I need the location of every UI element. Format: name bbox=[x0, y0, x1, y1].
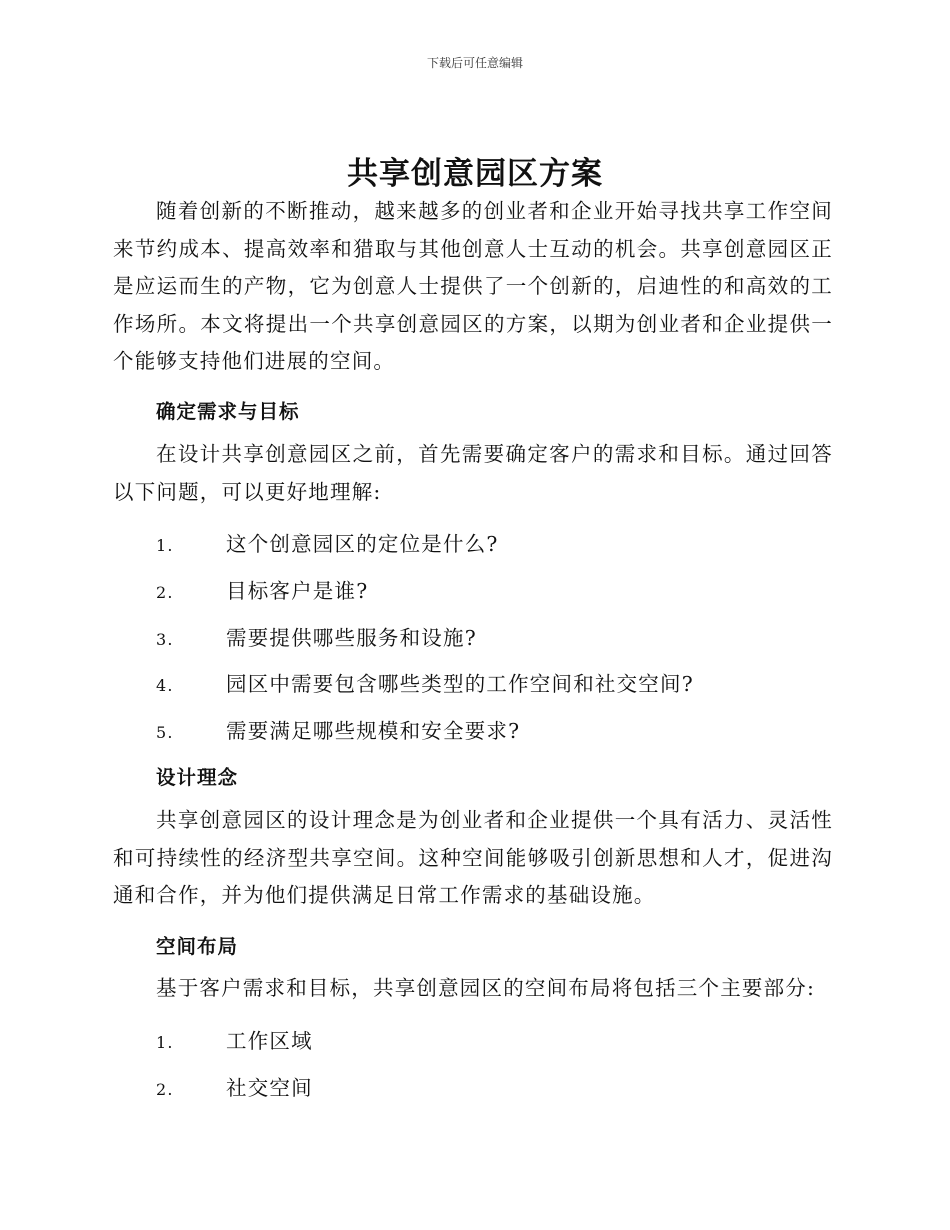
list-item-text: 工作区域 bbox=[226, 1029, 313, 1053]
list-item bbox=[156, 714, 520, 744]
list-item bbox=[156, 1071, 313, 1101]
layout-paragraph: 基于客户需求和目标，共享创意园区的空间布局将包括三个主要部分: bbox=[156, 976, 816, 1000]
list-item bbox=[156, 527, 499, 557]
design-paragraph: 共享创意园区的设计理念是为创业者和企业提供一个具有活力、灵活性和可持续性的经济型共享空间。这种空间能够吸引创新思想和人才，促进沟通和合作，并为他们提供满足日常工作需求的基础设施。 bbox=[113, 808, 833, 908]
section-heading-layout: 空间布局 bbox=[156, 935, 239, 958]
list-item-text: 这个创意园区的定位是什么? bbox=[226, 532, 499, 556]
intro-paragraph: 随着创新的不断推动，越来越多的创业者和企业开始寻找共享工作空间来节约成本、提高效率和猎取与其他创意人士互动的机会。共享创意园区正是应运而生的产物，它为创意人士提供了一个创新的，启迪性的和高效的工作场所。本文将提出一个共享创意园区的方案，以期为创业者和企业提供一个能够支持他们进展的空间。 bbox=[113, 199, 833, 374]
list-item bbox=[156, 1024, 313, 1054]
list-item bbox=[156, 574, 368, 604]
list-item bbox=[156, 621, 477, 651]
list-item bbox=[156, 667, 694, 697]
list-item-text: 需要满足哪些规模和安全要求? bbox=[226, 719, 521, 743]
list-item-number: 2. bbox=[156, 583, 174, 602]
list-item-number: 2. bbox=[156, 1080, 174, 1099]
list-item-text: 园区中需要包含哪些类型的工作空间和社交空间? bbox=[226, 672, 694, 696]
list-item-number: 4. bbox=[156, 676, 174, 695]
list-item-number: 5. bbox=[156, 723, 174, 742]
list-item-number: 1. bbox=[156, 1033, 174, 1052]
section-heading-design: 设计理念 bbox=[156, 766, 239, 789]
header-note: 下载后可任意编辑 bbox=[426, 56, 523, 70]
section-heading-requirements: 确定需求与目标 bbox=[156, 400, 300, 423]
list-item-number: 1. bbox=[156, 536, 174, 555]
list-item-text: 社交空间 bbox=[226, 1076, 313, 1100]
list-item-text: 目标客户是谁? bbox=[226, 579, 369, 603]
list-item-number: 3. bbox=[156, 630, 174, 649]
document-title: 共享创意园区方案 bbox=[347, 156, 603, 192]
list-item-text: 需要提供哪些服务和设施? bbox=[226, 626, 477, 650]
requirements-paragraph: 在设计共享创意园区之前，首先需要确定客户的需求和目标。通过回答以下问题，可以更好地理解: bbox=[113, 442, 833, 504]
